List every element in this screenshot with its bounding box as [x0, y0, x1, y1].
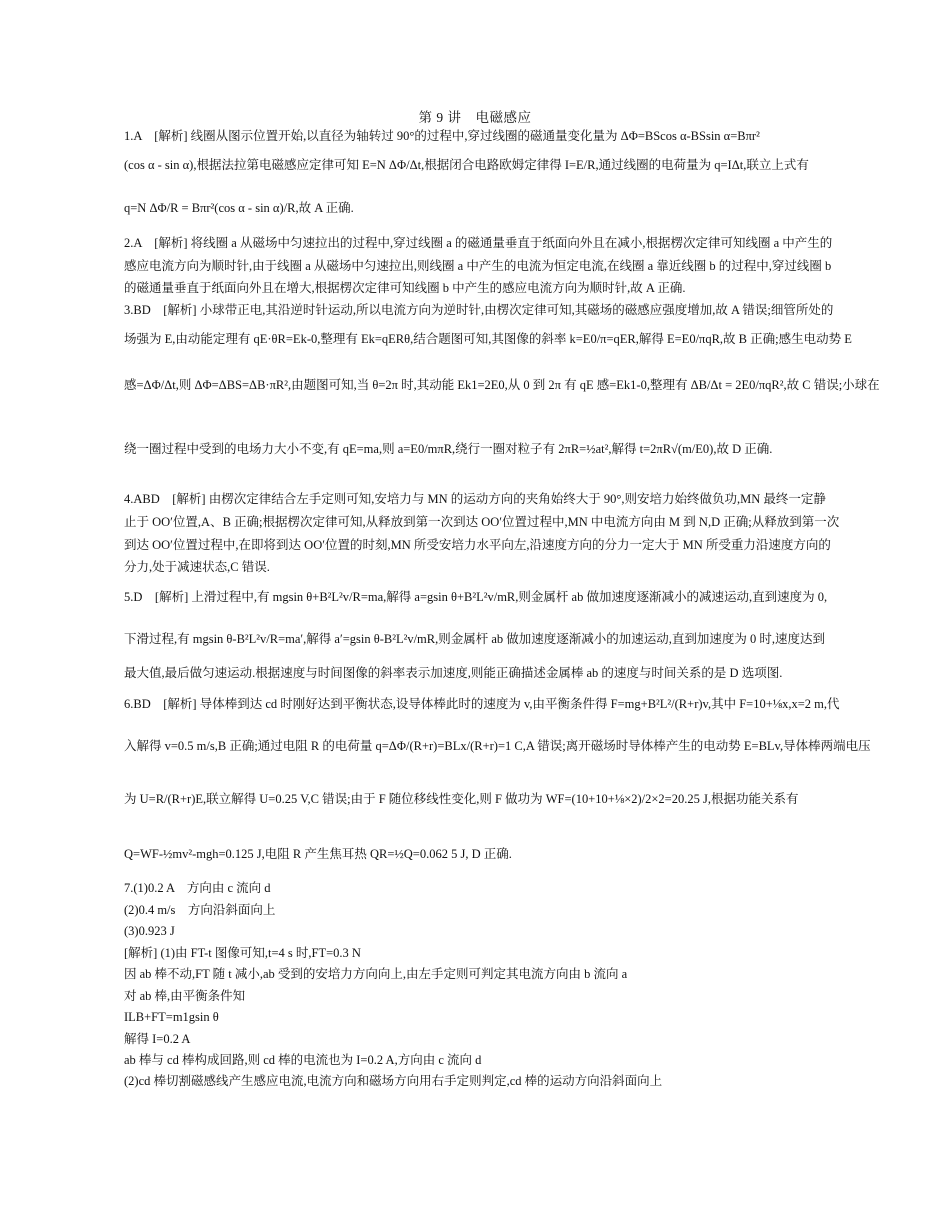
- text-line: 为 U=R/(R+r)E,联立解得 U=0.25 V,C 错误;由于 F 随位移线性变化,则 F 做功为 WF=(10+10+⅛×2)/2×2=20.25 J,根据功能关系有: [124, 792, 799, 806]
- text-line: 到达 OO′位置过程中,在即将到达 OO′位置的时刻,MN 所受安培力水平向左,沿速度方向的分力一定大于 MN 所受重力沿速度方向的: [124, 538, 831, 552]
- text-line: 解得 I=0.2 A: [124, 1032, 191, 1046]
- text-line: (2)cd 棒切割磁感线产生感应电流,电流方向和磁场方向用右手定则判定,cd 棒的运动方向沿斜面向上: [124, 1074, 663, 1088]
- text-line: 对 ab 棒,由平衡条件知: [124, 989, 246, 1003]
- text-line: 场强为 E,由动能定理有 qE·θR=Ek-0,整理有 Ek=qERθ,结合题图可知,其图像的斜率 k=E0/π=qER,解得 E=E0/πqR,故 B 正确;感生电动势 E: [124, 332, 852, 346]
- text-line: 下滑过程,有 mgsin θ-B²L²v/R=ma′,解得 a′=gsin θ-B²L²v/mR,则金属杆 ab 做加速度逐渐减小的加速运动,直到加速度为 0 时,速度达到: [124, 632, 826, 646]
- text-line: 2.A [解析] 将线圈 a 从磁场中匀速拉出的过程中,穿过线圈 a 的磁通量垂直于纸面向外且在减小,根据楞次定律可知线圈 a 中产生的: [124, 236, 833, 250]
- page-title: 第 9 讲 电磁感应: [418, 110, 532, 125]
- text-line: Q=WF-½mv²-mgh=0.125 J,电阻 R 产生焦耳热 QR=½Q=0.062 5 J, D 正确.: [124, 847, 512, 861]
- text-line: [解析] (1)由 FT-t 图像可知,t=4 s 时,FT=0.3 N: [124, 946, 361, 960]
- text-line: 5.D [解析] 上滑过程中,有 mgsin θ+B²L²v/R=ma,解得 a=gsin θ+B²L²v/mR,则金属杆 ab 做加速度逐渐减小的减速运动,直到速度为 0,: [124, 590, 828, 604]
- text-line: ab 棒与 cd 棒构成回路,则 cd 棒的电流也为 I=0.2 A,方向由 c 流向 d: [124, 1053, 482, 1067]
- text-line: ILB+FT=m1gsin θ: [124, 1010, 219, 1024]
- text-line: 3.BD [解析] 小球带正电,其沿逆时针运动,所以电流方向为逆时针,由楞次定律可知,其磁场的磁感应强度增加,故 A 错误;细管所处的: [124, 303, 834, 317]
- text-line: 因 ab 棒不动,FT 随 t 减小,ab 受到的安培力方向向上,由左手定则可判定其电流方向由 b 流向 a: [124, 967, 628, 981]
- text-line: 1.A [解析] 线圈从图示位置开始,以直径为轴转过 90°的过程中,穿过线圈的磁通量变化量为 ΔΦ=BScos α-BSsin α=Bπr²: [124, 129, 760, 143]
- text-line: 7.(1)0.2 A 方向由 c 流向 d: [124, 881, 271, 895]
- text-line: 止于 OO′位置,A、B 正确;根据楞次定律可知,从释放到第一次到达 OO′位置过程中,MN 中电流方向由 M 到 N,D 正确;从释放到第一次: [124, 515, 840, 529]
- text-line: 绕一圈过程中受到的电场力大小不变,有 qE=ma,则 a=E0/mπR,绕行一圈对粒子有 2πR=½at²,解得 t=2πR√(m/E0),故 D 正确.: [124, 442, 773, 456]
- text-line: 感应电流方向为顺时针,由于线圈 a 从磁场中匀速拉出,则线圈 a 中产生的电流为恒定电流,在线圈 a 靠近线圈 b 的过程中,穿过线圈 b: [124, 259, 832, 273]
- text-line: (3)0.923 J: [124, 924, 175, 938]
- text-line: (cos α - sin α),根据法拉第电磁感应定律可知 E=N ΔΦ/Δt,根据闭合电路欧姆定律得 I=E/R,通过线圈的电荷量为 q=IΔt,联立上式有: [124, 158, 809, 172]
- text-line: 的磁通量垂直于纸面向外且在增大,根据楞次定律可知线圈 b 中产生的感应电流方向为顺时针,故 A 正确.: [124, 281, 686, 295]
- text-line: 4.ABD [解析] 由楞次定律结合左手定则可知,安培力与 MN 的运动方向的夹角始终大于 90°,则安培力始终做负功,MN 最终一定静: [124, 492, 826, 506]
- text-line: 分力,处于减速状态,C 错误.: [124, 560, 270, 574]
- text-line: (2)0.4 m/s 方向沿斜面向上: [124, 903, 276, 917]
- text-line: 6.BD [解析] 导体棒到达 cd 时刚好达到平衡状态,设导体棒此时的速度为 v,由平衡条件得 F=mg+B²L²/(R+r)v,其中 F=10+⅛x,x=2 m,代: [124, 697, 840, 711]
- text-line: 感=ΔΦ/Δt,则 ΔΦ=ΔBS=ΔB·πR²,由题图可知,当 θ=2π 时,其动能 Ek1=2E0,从 0 到 2π 有 qE 感=Ek1-0,整理有 ΔB/Δt = 2E0/πqR²,故 C 错误;小球在: [124, 378, 880, 392]
- text-line: 入解得 v=0.5 m/s,B 正确;通过电阻 R 的电荷量 q=ΔΦ/(R+r)=BLx/(R+r)=1 C,A 错误;离开磁场时导体棒产生的电动势 E=BLv,导体棒两端电压: [124, 739, 871, 753]
- text-line: q=N ΔΦ/R = Bπr²(cos α - sin α)/R,故 A 正确.: [124, 201, 354, 215]
- text-line: 最大值,最后做匀速运动.根据速度与时间图像的斜率表示加速度,则能正确描述金属棒 ab 的速度与时间关系的是 D 选项图.: [124, 666, 783, 680]
